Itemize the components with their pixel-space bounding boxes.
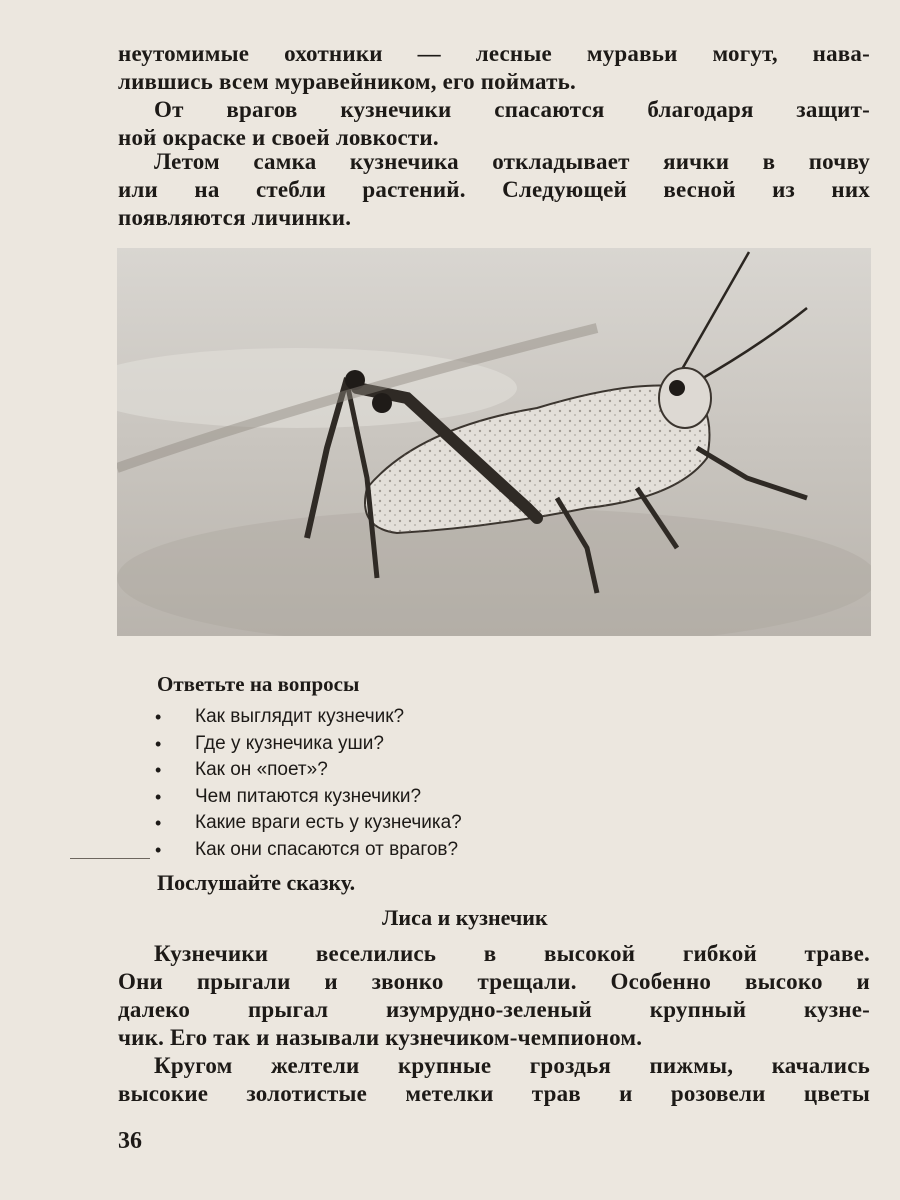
- question-text: Как он «поет»?: [195, 759, 328, 780]
- text-line: Кругом желтели крупные гроздья пижмы, качались: [154, 1053, 870, 1078]
- question-text: Как выглядит кузнечик?: [195, 706, 405, 727]
- bullet-icon: •: [155, 839, 162, 860]
- text-line: далеко прыгал изумрудно-зеленый крупный кузне-: [118, 997, 870, 1022]
- question-text: Чем питаются кузнечики?: [195, 785, 422, 807]
- paragraph-continuation: [118, 40, 870, 96]
- paragraph-eggs: [118, 148, 870, 232]
- grasshopper-illustration: [117, 248, 871, 636]
- question-text: Как они спасаются от врагов?: [195, 838, 459, 860]
- story-paragraph-1: [118, 940, 870, 1052]
- paragraph-defense: [118, 96, 870, 152]
- text-line: чик. Его так и называли кузнечиком-чемпионом.: [118, 1025, 643, 1050]
- question-text: Где у кузнечика уши?: [195, 732, 384, 754]
- list-item: [155, 837, 462, 864]
- divider: [70, 858, 150, 859]
- text-line: Кузнечики веселились в высокой гибкой траве.: [154, 941, 870, 966]
- text-line: ной окраске и своей ловкости.: [118, 125, 439, 150]
- text-line: появляются личинки.: [118, 205, 352, 230]
- story-paragraph-2: [118, 1052, 870, 1108]
- text-line: неутомимые охотники — лесные муравьи могут, нава-: [118, 41, 870, 66]
- bullet-icon: •: [155, 786, 162, 807]
- grasshopper-photo: [117, 248, 871, 636]
- list-item: [155, 731, 462, 758]
- list-item: [155, 704, 462, 731]
- text-line: или на стебли растений. Следующей весной из них: [118, 177, 870, 202]
- bullet-icon: •: [155, 733, 162, 754]
- page-number: 36: [118, 1128, 142, 1154]
- bullet-icon: •: [155, 813, 162, 833]
- text-line: От врагов кузнечики спасаются благодаря защит-: [154, 97, 870, 122]
- list-item: [155, 784, 462, 811]
- text-line: лившись всем муравейником, его поймать.: [118, 69, 576, 94]
- questions-heading: Ответьте на вопросы: [157, 672, 360, 696]
- bullet-icon: •: [155, 760, 162, 780]
- text-line: высокие золотистые метелки трав и розовели цветы: [118, 1081, 870, 1106]
- list-item: [155, 757, 462, 784]
- listen-instruction: Послушайте сказку.: [157, 870, 356, 895]
- question-text: Какие враги есть у кузнечика?: [195, 812, 462, 833]
- story-title: Лиса и кузнечик: [382, 905, 548, 930]
- text-line: Они прыгали и звонко трещали. Особенно высоко и: [118, 969, 870, 994]
- list-item: [155, 810, 462, 837]
- questions-list: [155, 704, 462, 863]
- text-line: Летом самка кузнечика откладывает яички в почву: [154, 149, 870, 174]
- bullet-icon: •: [155, 707, 162, 727]
